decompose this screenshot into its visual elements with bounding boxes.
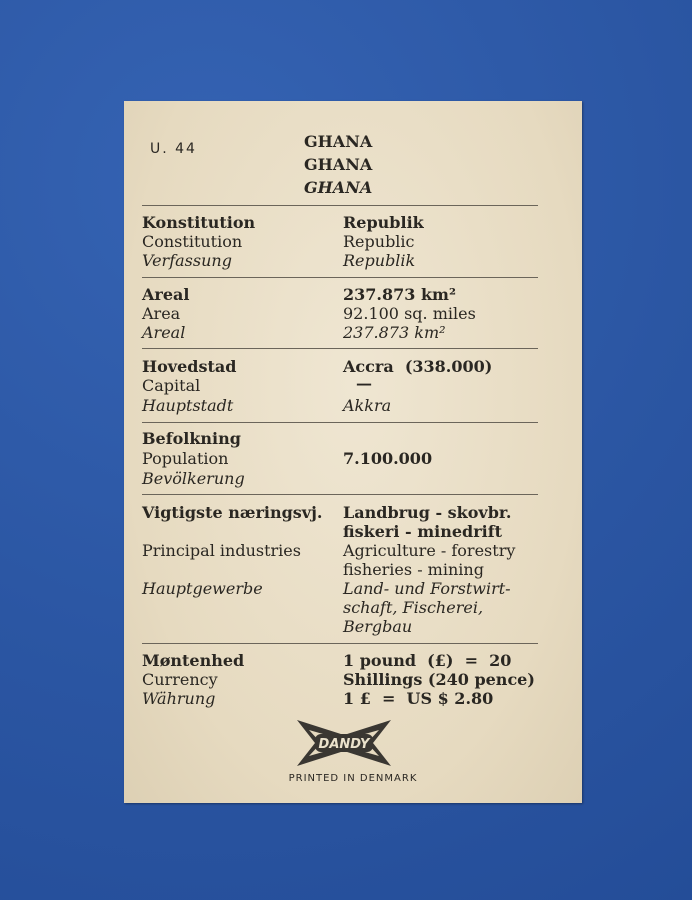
divider <box>142 494 538 495</box>
label-area-de: Areal <box>142 323 186 342</box>
title-german: GHANA <box>304 178 373 197</box>
label-capital-de: Hauptstadt <box>142 396 234 415</box>
value-capital-de: Akkra <box>343 396 392 415</box>
label-industries-en: Principal industries <box>142 541 301 560</box>
divider <box>142 205 538 206</box>
label-population-de: Bevölkerung <box>142 469 245 488</box>
value-constitution-en: Republic <box>343 232 415 251</box>
printed-in-denmark: PRINTED IN DENMARK <box>288 773 418 784</box>
value-population: 7.100.000 <box>343 449 433 468</box>
label-constitution-da: Konstitution <box>142 213 256 232</box>
value-industries-en-1: Agriculture - forestry <box>343 541 516 560</box>
dandy-logo <box>295 718 393 768</box>
label-industries-da: Vigtigste næringsvj. <box>142 503 323 522</box>
label-constitution-de: Verfassung <box>142 251 232 270</box>
divider <box>142 277 538 278</box>
divider <box>142 348 538 349</box>
divider <box>142 643 538 644</box>
value-capital-da: Accra (338.000) <box>343 357 493 376</box>
value-area-da: 237.873 km² <box>343 285 456 304</box>
label-area-da: Areal <box>142 285 190 304</box>
label-currency-en: Currency <box>142 670 218 689</box>
value-capital-en: — <box>356 374 372 393</box>
value-industries-en-2: fisheries - mining <box>343 560 484 579</box>
title-english: GHANA <box>304 155 373 174</box>
trading-card <box>124 101 582 803</box>
value-area-de: 237.873 km² <box>343 323 446 342</box>
label-currency-de: Währung <box>142 689 216 708</box>
logo-text: DANDY <box>318 737 370 752</box>
value-currency-1: 1 pound (£) = 20 <box>343 651 512 670</box>
label-constitution-en: Constitution <box>142 232 243 251</box>
label-capital-en: Capital <box>142 376 201 395</box>
value-industries-de-2: schaft, Fischerei, <box>343 598 484 617</box>
label-currency-da: Møntenhed <box>142 651 245 670</box>
label-population-en: Population <box>142 449 229 468</box>
label-population-da: Befolkning <box>142 429 241 448</box>
value-area-en: 92.100 sq. miles <box>343 304 476 323</box>
value-currency-3: 1 £ = US $ 2.80 <box>343 689 494 708</box>
value-constitution-de: Republik <box>343 251 416 270</box>
value-constitution-da: Republik <box>343 213 424 232</box>
divider <box>142 422 538 423</box>
value-currency-2: Shillings (240 pence) <box>343 670 535 689</box>
value-industries-de-3: Bergbau <box>343 617 413 636</box>
title-danish: GHANA <box>304 132 373 151</box>
value-industries-da-1: Landbrug - skovbr. <box>343 503 512 522</box>
label-capital-da: Hovedstad <box>142 357 237 376</box>
value-industries-da-2: fiskeri - minedrift <box>343 522 502 541</box>
card-code: U. 44 <box>150 141 197 157</box>
value-industries-de-1: Land- und Forstwirt- <box>343 579 511 598</box>
label-area-en: Area <box>142 304 181 323</box>
label-industries-de: Hauptgewerbe <box>142 579 263 598</box>
